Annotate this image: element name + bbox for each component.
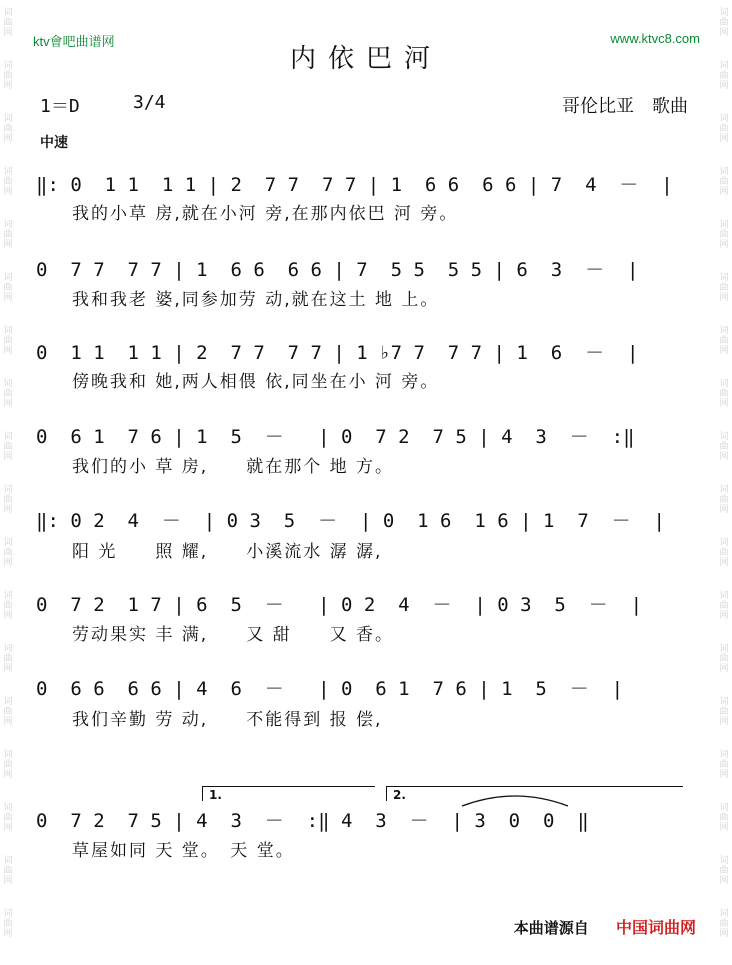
footer-source-label: 本曲谱源自 [513,919,589,937]
notation-line-5: ‖: 0 2 4 － | 0 3 5 － | 0 1 6 1 6 | 1 7 － | [36,510,665,532]
side-watermark-text: 词曲网 [3,220,13,250]
side-watermark-text: 词曲网 [3,803,13,833]
side-watermark-text: 词曲网 [3,379,13,409]
notation-line-4: 0 6 1 7 6 | 1 5 － | 0 7 2 7 5 | 4 3 － :‖ [36,426,635,448]
notation-line-7: 0 6 6 6 6 | 4 6 － | 0 6 1 7 6 | 1 5 － | [36,678,624,700]
side-watermark-text: 词曲网 [719,750,729,780]
side-watermark-text: 词曲网 [719,326,729,356]
side-watermark-text: 词曲网 [3,856,13,886]
side-watermark-text: 词曲网 [3,114,13,144]
side-watermark-text: 词曲网 [3,432,13,462]
side-watermark-text: 词曲网 [3,167,13,197]
lyrics-line-8: 草屋如同 天 堂。 天 堂。 [72,841,295,861]
tempo-marking: 中速 [40,135,68,151]
time-signature: 3/4 [133,92,166,113]
composer-credit: 哥伦比亚 歌曲 [562,96,688,117]
side-watermark-text: 词曲网 [3,485,13,515]
footer-site-link[interactable]: 中国词曲网 [615,918,696,937]
side-watermark-text: 词曲网 [3,8,13,38]
notation-line-2: 0 7 7 7 7 | 1 6 6 6 6 | 7 5 5 5 5 | 6 3 － | [36,259,639,281]
side-watermark-text: 词曲网 [3,909,13,939]
lyrics-line-7: 我们辛勤 劳 动, 不能得到 报 偿, [72,710,383,730]
side-watermark-text: 词曲网 [719,61,729,91]
side-watermark-text: 词曲网 [719,485,729,515]
side-watermark-text: 词曲网 [719,909,729,939]
side-watermark-text: 词曲网 [719,379,729,409]
notation-line-1: ‖: 0 1 1 1 1 | 2 7 7 7 7 | 1 6 6 6 6 | 7 4 － | [36,174,673,196]
notation-line-3: 0 1 1 1 1 | 2 7 7 7 7 | 1 ♭7 7 7 7 | 1 6 － | [36,342,639,364]
notation-line-6: 0 7 2 1 7 | 6 5 － | 0 2 4 － | 0 3 5 － | [36,594,643,616]
side-watermark-text: 词曲网 [719,856,729,886]
side-watermark-text: 词曲网 [719,432,729,462]
lyrics-line-6: 劳动果实 丰 满, 又 甜 又 香。 [72,625,395,645]
lyrics-line-3: 傍晚我和 她,两人相偎 依,同坐在小 河 旁。 [72,372,440,392]
right-watermark-strip [716,0,732,965]
lyrics-line-1: 我的小草 房,就在小河 旁,在那内依巴 河 旁。 [72,204,459,224]
site-link-right[interactable]: www.ktvc8.com [610,31,700,46]
side-watermark-text: 词曲网 [3,273,13,303]
lyrics-line-5: 阳 光 照 耀, 小溪流水 潺 潺, [72,542,383,562]
side-watermark-text: 词曲网 [719,220,729,250]
key-signature: 1＝D [40,96,80,117]
side-watermark-text: 词曲网 [3,61,13,91]
side-watermark-text: 词曲网 [719,114,729,144]
side-watermark-text: 词曲网 [719,803,729,833]
side-watermark-text: 词曲网 [3,750,13,780]
footer-credit [514,915,696,938]
side-watermark-text: 词曲网 [719,167,729,197]
side-watermark-text: 词曲网 [719,8,729,38]
side-watermark-text: 词曲网 [719,697,729,727]
side-watermark-text: 词曲网 [3,326,13,356]
first-ending-label: 1. [209,788,222,802]
side-watermark-text: 词曲网 [3,538,13,568]
lyrics-line-2: 我和我老 婆,同参加劳 动,就在这土 地 上。 [72,290,440,310]
left-watermark-strip [0,0,16,965]
side-watermark-text: 词曲网 [719,538,729,568]
lyrics-line-4: 我们的小 草 房, 就在那个 地 方。 [72,457,395,477]
side-watermark-text: 词曲网 [719,644,729,674]
side-watermark-text: 词曲网 [3,697,13,727]
side-watermark-text: 词曲网 [3,644,13,674]
side-watermark-text: 词曲网 [3,591,13,621]
site-link-left[interactable]: ktv會吧曲谱网 [33,34,115,49]
side-watermark-text: 词曲网 [719,591,729,621]
second-ending-label: 2. [393,788,406,802]
song-title: 内依巴河 [289,44,442,74]
side-watermark-text: 词曲网 [719,273,729,303]
notation-line-8: 0 7 2 7 5 | 4 3 － :‖ 4 3 － | 3 0 0 ‖ [36,810,589,832]
first-ending-bracket [202,786,375,801]
